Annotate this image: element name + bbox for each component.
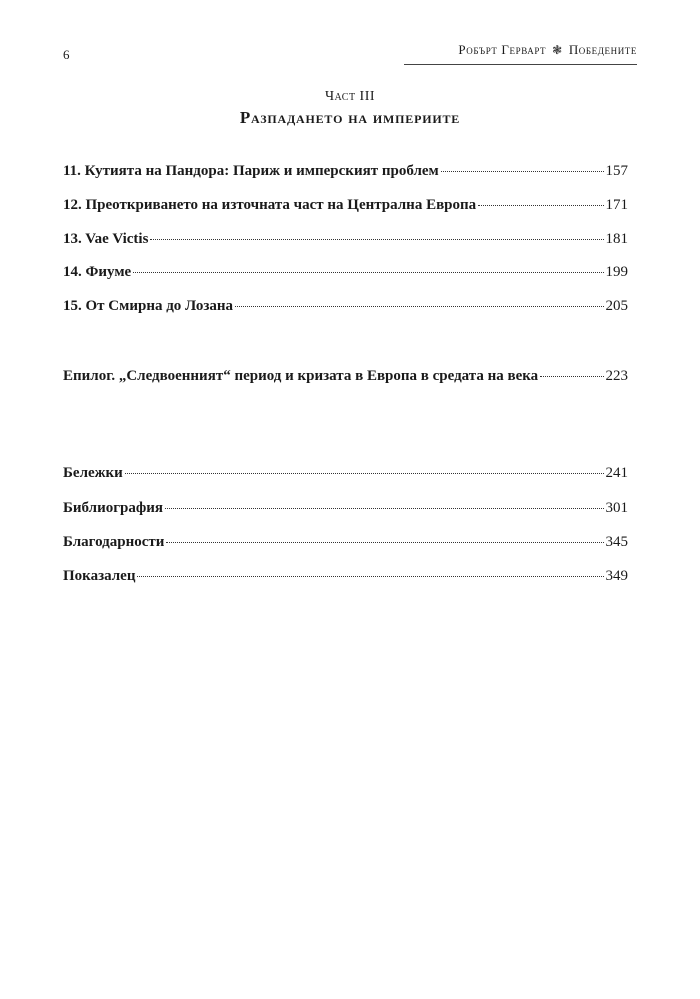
flower-ornament-icon: ❃: [552, 42, 563, 57]
toc-entry-title: Благодарности: [63, 534, 165, 550]
toc-entry-chapter-14[interactable]: [63, 264, 628, 281]
toc-entry-page: 241: [605, 465, 628, 481]
toc-entry-title: Библиография: [63, 500, 164, 516]
toc-entry-notes[interactable]: [63, 465, 628, 482]
toc-entry-chapter-11[interactable]: [63, 163, 628, 180]
toc-entry-page: 345: [605, 534, 628, 550]
dot-leader: [165, 508, 603, 509]
toc-entry-epilogue[interactable]: [63, 368, 628, 385]
toc-entry-title: 12. Преоткриването на източната част на Централна Европа: [63, 197, 477, 213]
toc-entry-chapter-15[interactable]: [63, 298, 628, 315]
toc-entry-chapter-12[interactable]: [63, 197, 628, 214]
toc-entry-page: 181: [605, 231, 628, 247]
toc-entry-page: 349: [605, 568, 628, 584]
part-title: Разпадането на империите: [239, 108, 461, 127]
toc-entry-page: 301: [605, 500, 628, 516]
dot-leader: [235, 306, 603, 307]
running-head-author: Робърт Герварт: [458, 42, 547, 57]
toc-entry-acknowledgements[interactable]: [63, 534, 628, 551]
toc-entry-title: 11. Кутията на Пандора: Париж и имперският проблем: [63, 163, 439, 179]
toc-entry-page: 157: [605, 163, 628, 179]
toc-entry-page: 171: [605, 197, 628, 213]
toc-entry-title: 14. Фиуме: [63, 264, 132, 280]
page-number: 6: [63, 47, 70, 62]
toc-entry-title: Епилог. „Следвоенният“ период и кризата в Европа в средата на века: [63, 368, 539, 384]
part-label: Част III: [324, 89, 376, 104]
toc-entry-page: 199: [605, 264, 628, 280]
dot-leader: [478, 205, 603, 206]
toc-entry-chapter-13[interactable]: [63, 231, 628, 248]
dot-leader: [133, 272, 603, 273]
running-head-rule: [404, 64, 637, 65]
toc-entry-title: Бележки: [63, 465, 123, 481]
running-head-book-title: Победените: [568, 42, 637, 57]
dot-leader: [150, 239, 603, 240]
dot-leader: [166, 542, 603, 543]
toc-entry-bibliography[interactable]: [63, 500, 628, 517]
running-head: [458, 42, 637, 58]
dot-leader: [137, 576, 603, 577]
toc-entry-title: 13. Vae Victis: [63, 231, 149, 247]
toc-entry-title: 15. От Смирна до Лозана: [63, 298, 234, 314]
dot-leader: [441, 171, 604, 172]
dot-leader: [125, 473, 604, 474]
toc-entry-page: 205: [605, 298, 628, 314]
toc-entry-index[interactable]: [63, 568, 628, 585]
dot-leader: [540, 376, 603, 377]
toc-entry-title: Показалец: [63, 568, 136, 584]
toc-entry-page: 223: [605, 368, 628, 384]
